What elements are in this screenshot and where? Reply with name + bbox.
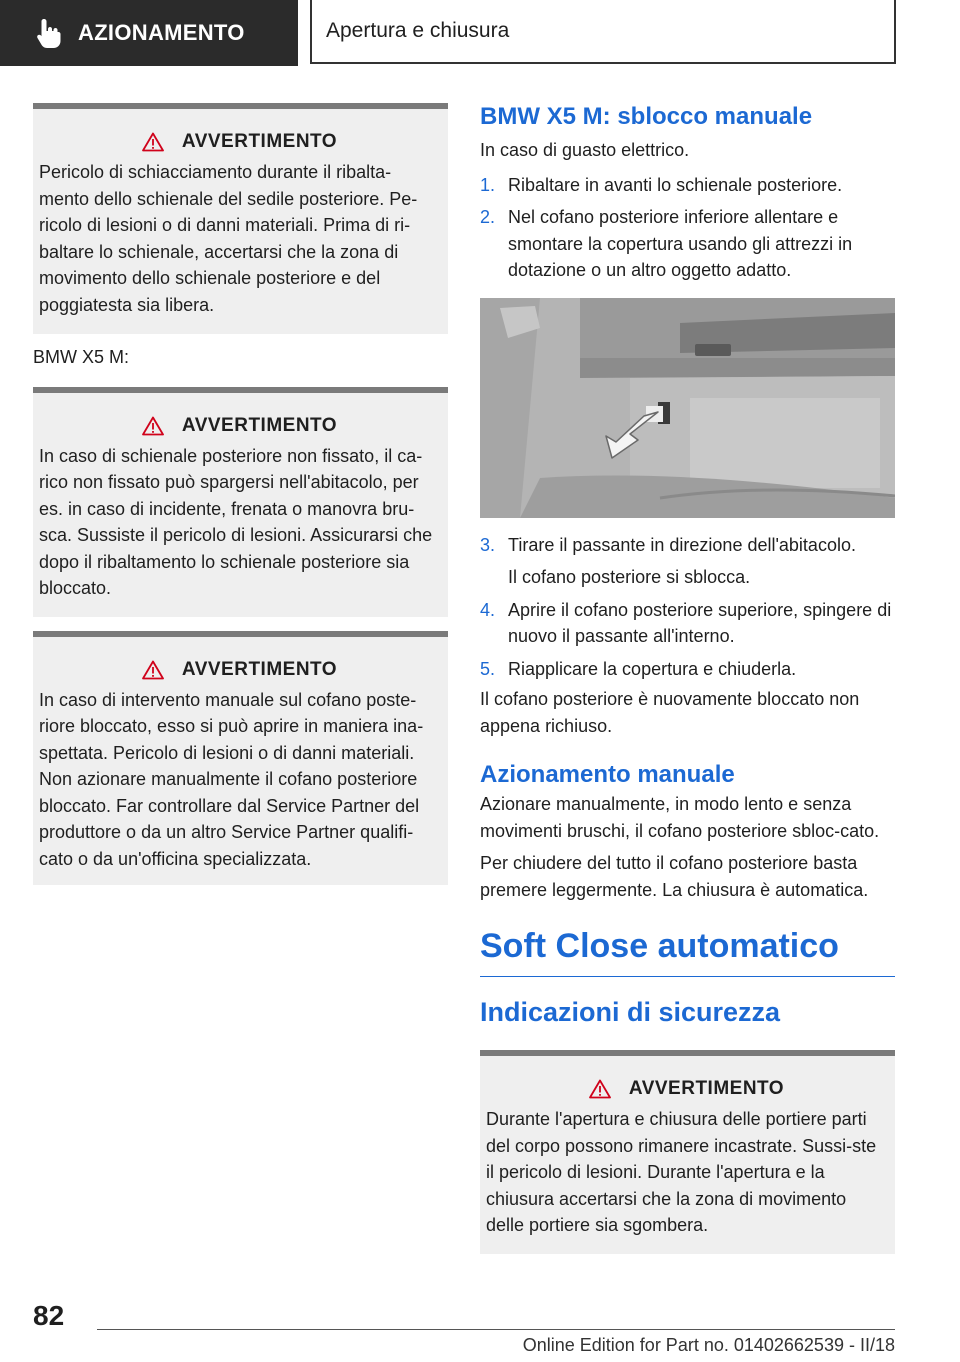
warning-heading (39, 131, 440, 153)
page-header (0, 0, 960, 66)
step-number: 4. (480, 599, 496, 620)
chapter-title (310, 0, 896, 64)
step-number: 3. (480, 534, 496, 555)
safety-title: Indicazioni di sicurezza (480, 997, 781, 1027)
step-number: 1. (480, 174, 496, 195)
warning-triangle-icon (589, 1079, 611, 1099)
list-item (480, 532, 895, 559)
page-number: 82 (33, 1300, 65, 1331)
steps-list (480, 597, 895, 683)
chapter-label: Apertura e chiusura (326, 19, 510, 42)
page-footer (0, 1290, 960, 1362)
list-item (480, 656, 895, 683)
warning-heading (486, 1078, 887, 1100)
warning-text: In caso di intervento manuale sul cofano poste-riore bloccato, esso si può aprire in maniera ina-spettata. Pericolo di lesioni o di danni materiali. Non azionare manualmente il cofano posteriore bloccato. Far controllare dal Service Partner del produttore o da un altro Service Partner qualifi-cato o da un'officina specializzata. (39, 689, 424, 869)
trunk-illustration (480, 298, 895, 518)
manual-heading: Azionamento manuale (480, 761, 735, 788)
step-text: Aprire il cofano posteriore superiore, spingere di nuovo il passante all'interno. (508, 599, 892, 646)
warning-box (480, 1050, 895, 1254)
warning-title: AVVERTIMENTO (181, 414, 338, 436)
unlock-result: Il cofano posteriore è nuovamente bloccato non appena richiuso. (480, 689, 860, 736)
step-number: 2. (480, 207, 496, 227)
warning-triangle-icon (142, 132, 164, 152)
warning-heading (39, 415, 440, 437)
list-item (480, 597, 895, 650)
manual-paragraph: Azionare manualmente, in modo lento e senza movimenti bruschi, il cofano posteriore sbloc-cato. (480, 794, 880, 841)
step-text: Ribaltare in avanti lo schienale posteriore. (508, 174, 843, 195)
step-text: Riapplicare la copertura e chiuderla. (508, 658, 797, 679)
unlock-intro: In caso di guasto elettrico. (480, 140, 690, 160)
warning-title: AVVERTIMENTO (628, 1078, 785, 1099)
warning-text: Pericolo di schiacciamento durante il ribalta-mento dello schienale del sedile posteriore. Pe-ricolo di lesioni o di danni materiali. Prima di ri-baltare lo schienale, accertarsi che la zona di movimento dello schienale posteriore e del poggiatesta sia libera. (39, 162, 418, 315)
warning-title: AVVERTIMENTO (181, 131, 338, 152)
steps-list (480, 172, 895, 284)
left-column (33, 103, 448, 885)
step-number: 5. (480, 658, 496, 679)
warning-box (33, 631, 448, 885)
model-label: BMW X5 M: (33, 347, 130, 367)
steps-list (480, 532, 895, 559)
list-item (480, 172, 895, 199)
section-title: Soft Close automatico (480, 927, 895, 977)
warning-text: In caso di schienale posteriore non fissato, il ca-rico non fissato può spargersi nell'abitacolo, per es. in caso di incidente, frenata o manovra bru-sca. Sussiste il pericolo di lesioni. Assicurarsi che dopo il ribaltamento lo schienale posteriore sia bloccato. (39, 445, 433, 598)
right-column (480, 103, 895, 1254)
manual-paragraph: Per chiudere del tutto il cofano posteriore basta premere leggermente. La chiusura è automatica. (480, 853, 869, 900)
warning-triangle-icon (142, 660, 164, 680)
hand-pointer-icon (34, 17, 64, 49)
warning-box (33, 103, 448, 334)
section-label: AZIONAMENTO (78, 20, 245, 45)
step-note: Il cofano posteriore si sblocca. (508, 567, 751, 587)
warning-box (33, 387, 448, 617)
warning-heading (39, 659, 440, 681)
warning-text: Durante l'apertura e chiusura delle portiere parti del corpo possono rimanere incastrate. Sussi-ste il pericolo di lesioni. Durante l'apertura e la chiusura accertarsi che la zona di movimento delle portiere sia sgombera. (486, 1109, 877, 1235)
step-text: Tirare il passante in direzione dell'abitacolo. (508, 534, 856, 555)
footer-divider (97, 1329, 895, 1330)
warning-triangle-icon (142, 416, 164, 436)
warning-title: AVVERTIMENTO (181, 658, 338, 680)
step-text: Nel cofano posteriore inferiore allentare e smontare la copertura usando gli attrezzi in dotazione o un altro oggetto adatto. (508, 207, 853, 280)
list-item (480, 204, 895, 284)
unlock-heading: BMW X5 M: sblocco manuale (480, 103, 813, 130)
edition-label: Online Edition for Part no. 01402662539 - II/18 (522, 1335, 895, 1355)
section-tab (0, 0, 298, 66)
